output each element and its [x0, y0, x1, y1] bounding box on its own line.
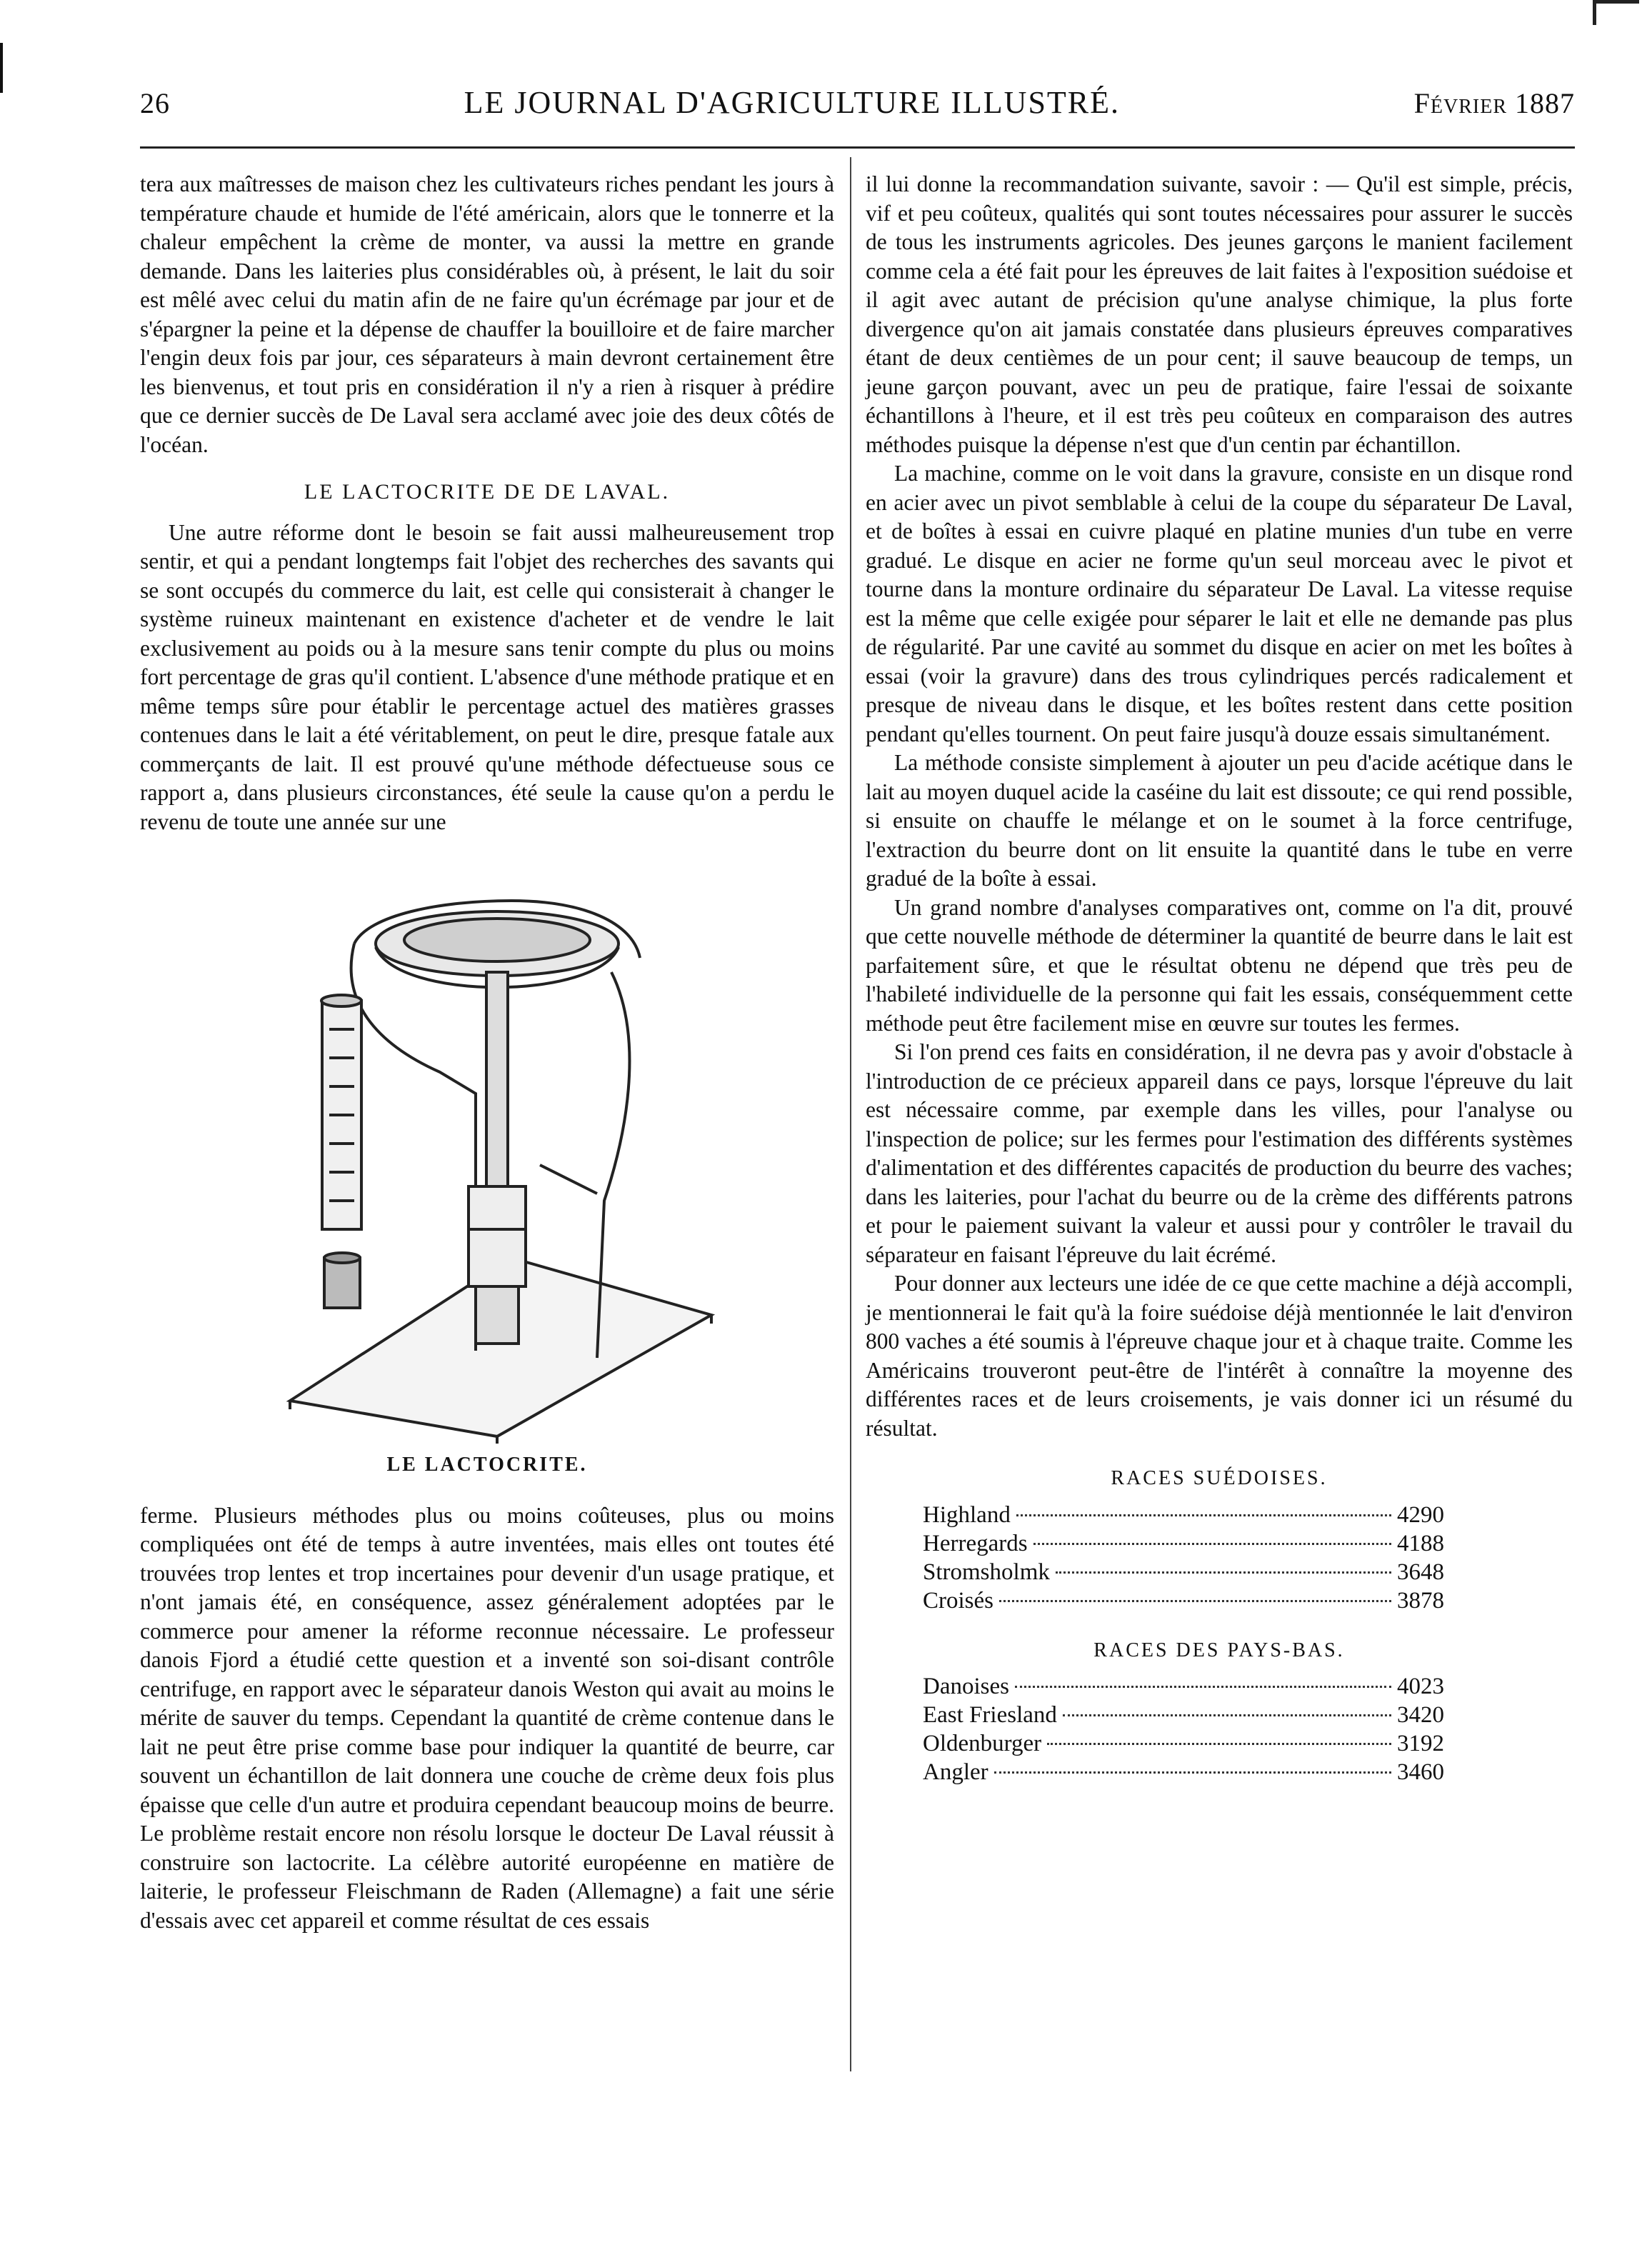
leader-dots: [1015, 1686, 1391, 1688]
breed-name: Angler: [923, 1759, 988, 1785]
margin-mark: [0, 43, 3, 93]
table-title-lowlands: RACES DES PAYS-BAS.: [1093, 1639, 1345, 1661]
breed-value: 4188: [1397, 1530, 1444, 1556]
page-number: 26: [140, 87, 170, 119]
table-row: [923, 1729, 1444, 1758]
table-row: [923, 1586, 1444, 1615]
header-rule: [140, 146, 1575, 149]
table-title-swedish: RACES SUÉDOISES.: [1111, 1467, 1328, 1489]
leader-dots: [999, 1600, 1391, 1602]
issue-date: Février 1887: [1413, 87, 1575, 119]
paragraph: Une autre réforme dont le besoin se fait aussi malheureusement trop sentir, et qui a pendant longtemps fait l'objet des recherches des savants qui se sont occupés du commerce du lait, est celle qui consisterait à changer le système ruineux maintenant en existence d'acheter et de vendre le lait exclusivement au poids ou à la mesure sans tenir compte du plus ou moins fort percentage de gras qu'il contient. L'absence d'une méthode pratique et en même temps sûre pour établir le percentage actuel des matières grasses contenues dans le lait a été véritablement, on peut le dire, presque fatale aux commerçants de lait. Il est prouvé qu'une méthode défectueuse sous ce rapport a, dans plusieurs circonstances, été seule la cause qu'on a perdu le revenu de toute une année sur une: [140, 519, 834, 834]
breed-name: Herregards: [923, 1530, 1028, 1556]
journal-title: LE JOURNAL D'AGRICULTURE ILLUSTRÉ.: [464, 85, 1121, 120]
breed-name: Danoises: [923, 1674, 1009, 1699]
breed-value: 3648: [1397, 1559, 1444, 1585]
breed-name: Croisés: [923, 1587, 993, 1614]
breed-name: Stromsholmk: [923, 1559, 1050, 1585]
paragraph: La machine, comme on le voit dans la gravure, consiste en un disque rond en acier avec un pivot semblable à celui de la coupe du séparateur De Laval, et de boîtes à essai en cuivre plaqué en platine munies d'un tube en verre gradué. Le disque en acier ne forme qu'un seul morceau avec le pivot et tourne dans la monture ordinaire du séparateur De Laval. La vitesse requise est la même que celle exigée pour séparer le lait et elle ne demande pas plus de régularité. Par une cavité au sommet du disque en acier on met les boîtes à essai (voir la gravure) dans des trous cylindriques percés radicalement et presque de niveau dans le disque, et les boîtes restent dans cette position pendant qu'elles tournent. On peut faire jusqu'à douze essais simultanément.: [866, 461, 1573, 746]
leader-dots: [1016, 1514, 1391, 1516]
paragraph: il lui donne la recommandation suivante, savoir : — Qu'il est simple, précis, vif et peu coûteux, qualités qui sont toutes nécessaires pour assurer le succès de tous les instruments agricoles. Des jeunes garçons le manient facilement comme cela a été fait pour les épreuves de lait faites à l'exposition suédoise et il agit avec autant de précision qu'une analyse chimique, la plus forte divergence qu'on ait jamais constatée dans plusieurs épreuves comparatives étant de deux centièmes de un pour cent; il sauve beaucoup de temps, un jeune garçon pouvant, avec un peu de pratique, faire l'essai de soixante échantillons à l'heure, et il est très peu coûteux en comparaison des autres méthodes puisque la dépense n'est que d'un centin par échantillon.: [866, 171, 1573, 457]
table-row: [923, 1758, 1444, 1786]
table-swedish: [923, 1501, 1444, 1615]
breed-value: 3460: [1397, 1759, 1444, 1785]
page-header: [140, 84, 1575, 127]
breed-value: 3420: [1397, 1702, 1444, 1728]
section-title: LE LACTOCRITE DE DE LAVAL.: [304, 480, 671, 504]
leader-dots: [1033, 1543, 1391, 1545]
paragraph: Un grand nombre d'analyses comparatives ont, comme on l'a dit, prouvé que cette nouvelle méthode de déterminer la quantité de beurre dans le lait est parfaitement sûre, et que le résultat obtenu ne dépend que très peu de l'habileté individuelle de la personne qui fait les essais, conséquemment cette méthode peut être facilement mise en œuvre sur toutes les fermes.: [866, 894, 1573, 1036]
leader-dots: [1056, 1571, 1391, 1574]
table-row: [923, 1529, 1444, 1558]
leader-dots: [1047, 1743, 1391, 1745]
table-lowlands: [923, 1672, 1444, 1786]
breed-name: Highland: [923, 1501, 1011, 1528]
left-column: [140, 170, 834, 1935]
right-column: [866, 170, 1573, 1786]
breed-value: 4023: [1397, 1674, 1444, 1699]
paragraph: ferme. Plusieurs méthodes plus ou moins coûteuses, plus ou moins compliquées ont été de temps à autre inventées, mais elles ont toutes été trouvées trop lentes et trop incertaines pour devenir d'un usage pratique, et n'ont jamais été, en conséquence, assez généralement adoptées par le commerce pour amener la réforme reconnue nécessaire. Le professeur danois Fjord a étudié cette question et a inventé son soi-disant contrôle centrifuge, en rapport avec le séparateur danois Weston qui avait au moins le mérite de sauver du temps. Cependant la quantité de crème contenue dans le lait ne peut être prise comme base pour indiquer la quantité de beurre, car souvent un échantillon de lait donnera une couche de crème deux fois plus épaisse que celle d'un autre et produira cependant beaucoup moins de beurre. Le problème restait encore non résolu lorsque le docteur De Laval réussit à construire son lactocrite. La célèbre autorité européenne en matière de laiterie, le professeur Fleischmann de Raden (Allemagne) a fait une série d'essais avec cet appareil et comme résultat de ces essais: [140, 1502, 834, 1933]
breed-name: Oldenburger: [923, 1731, 1042, 1756]
paragraph: Si l'on prend ces faits en considération, il ne devra pas y avoir d'obstacle à l'introduction de ce précieux appareil dans ce pays, lorsque l'épreuve du lait est nécessaire comme, par exemple dans les villes, pour l'analyse ou l'inspection de police; sur les fermes pour l'estimation des différents systèmes d'alimentation et des différentes capacités de production du beurre des vaches; dans les laiteries, pour l'achat du beurre ou de la crème des différents patrons et pour le paiement suivant la valeur et aussi pour y contrôler le travail du séparateur en faisant l'épreuve du lait écrémé.: [866, 1039, 1573, 1267]
corner-mark: [1593, 0, 1639, 25]
table-row: [923, 1558, 1444, 1586]
leader-dots: [1063, 1714, 1391, 1716]
leader-dots: [994, 1771, 1391, 1774]
breed-value: 4290: [1397, 1501, 1444, 1528]
table-row: [923, 1501, 1444, 1529]
paragraph: tera aux maîtresses de maison chez les cultivateurs riches pendant les jours à température chaude et humide de l'été américain, alors que le tonnerre et la chaleur empêchent la crème de monter, va aussi la mettre en grande demande. Dans les laiteries plus considérables où, à présent, le lait du soir est mêlé avec celui du matin afin de ne faire qu'un écrémage par jour et de s'épargner la peine et la dépense de chauffer la bouilloire et de faire marcher l'engin deux fois par jour, ces séparateurs à main devront certainement être les bienvenus, et tout pris en considération il n'y a rien à risquer à prédire que ce dernier succès de De Laval sera acclamé avec joie des deux côtés de l'océan.: [140, 171, 834, 457]
column-separator: [850, 157, 851, 2071]
breed-name: East Friesland: [923, 1702, 1057, 1728]
table-row: [923, 1701, 1444, 1729]
lactocrite-engraving: [140, 858, 834, 1444]
figure-caption: LE LACTOCRITE.: [386, 1454, 588, 1476]
table-row: [923, 1672, 1444, 1701]
lactocrite-illustration: [140, 858, 834, 1444]
paragraph: Pour donner aux lecteurs une idée de ce que cette machine a déjà accompli, je mentionnerai le fait qu'à la foire suédoise déjà mentionnée le lait d'environ 800 vaches a été soumis à l'épreuve chaque jour et à chaque traite. Comme les Américains trouveront peut-être de l'intérêt à connaître la moyenne des différentes races et de leurs croisements, je vais donner ici un résumé du résultat.: [866, 1271, 1573, 1441]
breed-value: 3192: [1397, 1731, 1444, 1756]
breed-value: 3878: [1397, 1587, 1444, 1614]
paragraph: La méthode consiste simplement à ajouter un peu d'acide acétique dans le lait au moyen duquel acide la caséine du lait est dissoute; ce qui rend possible, si ensuite on chauffe le mélange et on le soumet à la force centrifuge, l'extraction du beurre dont on lit ensuite la quantité dans le tube en verre gradué de la boîte à essai.: [866, 750, 1573, 891]
